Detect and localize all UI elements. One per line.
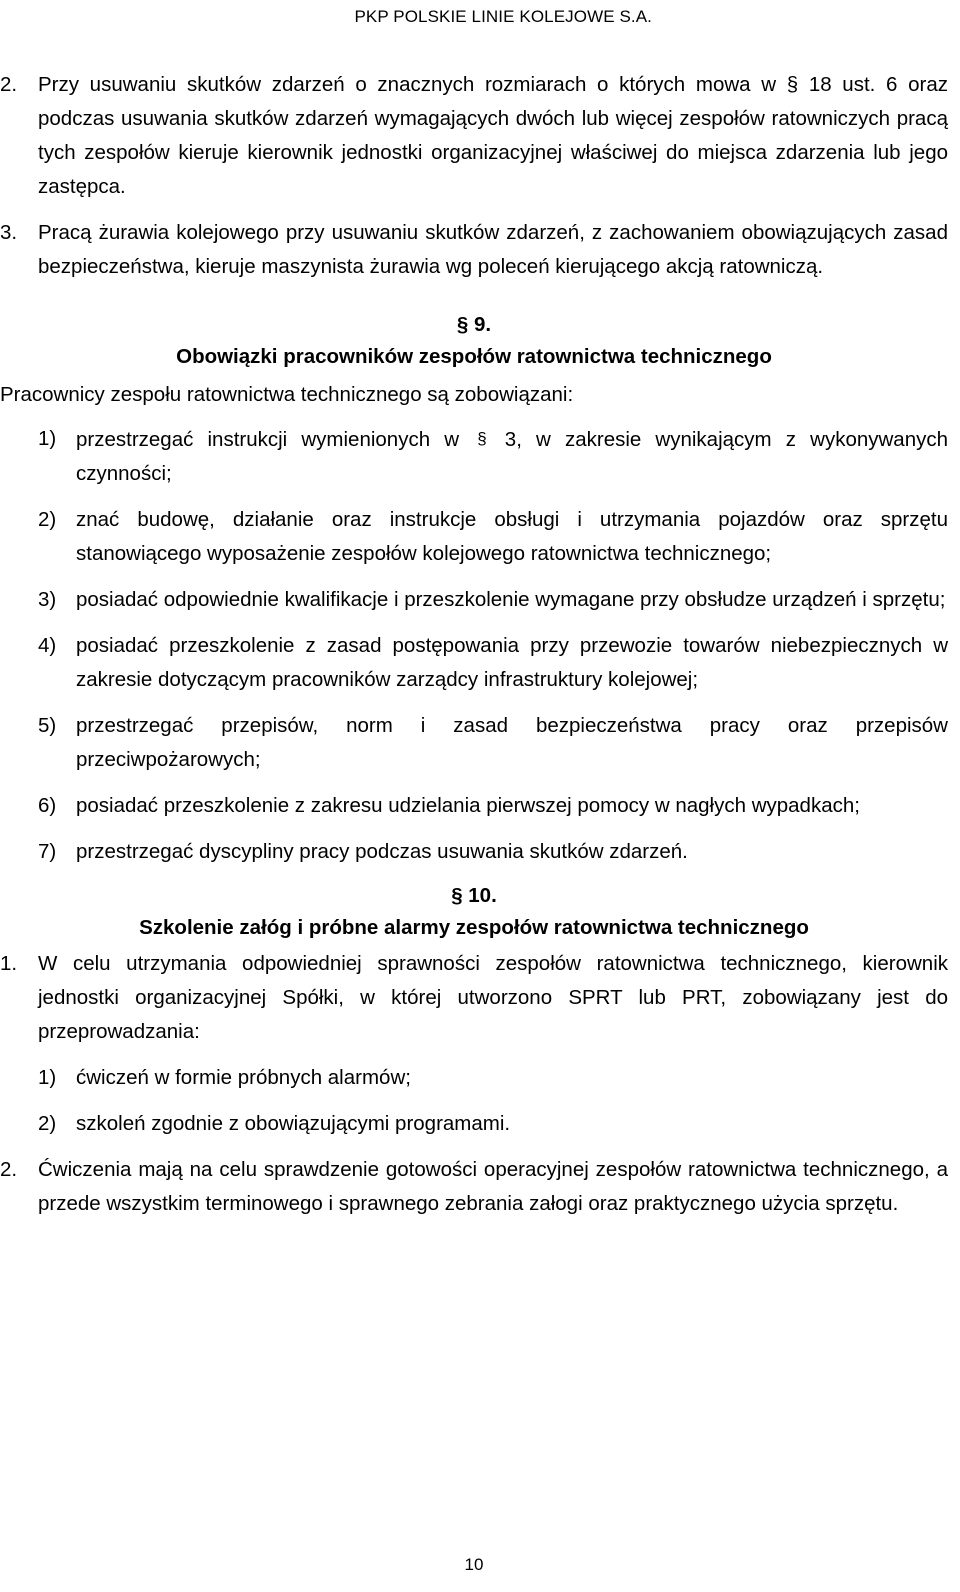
paragraph-text: Przy usuwaniu skutków zdarzeń o znacznych rozmiarach o których mowa w § 18 ust. 6 oraz podczas usuwania skutków zdarzeń wymagających dwóch lub więcej zespołów ratowniczych pracą tych zespołów kieruje kierownik jednostki organizacyjnej właściwej do miejsca zdarzenia lub jego zastępca. bbox=[38, 73, 948, 198]
list-item-text: znać budowę, działanie oraz instrukcje obsługi i utrzymania pojazdów oraz sprzętu stanowiącego wyposażenie zespołów kolejowego ratownictwa technicznego; bbox=[76, 508, 948, 565]
page-header: PKP POLSKIE LINIE KOLEJOWE S.A. bbox=[354, 7, 652, 26]
list-item bbox=[0, 789, 948, 823]
list-item-text: przestrzegać dyscypliny pracy podczas usuwania skutków zdarzeń. bbox=[76, 840, 688, 863]
list-item-text: posiadać przeszkolenie z zakresu udzielania pierwszej pomocy w nagłych wypadkach; bbox=[76, 794, 860, 817]
section-10-item-2 bbox=[0, 1153, 948, 1221]
list-item bbox=[0, 503, 948, 571]
list-item-text: posiadać odpowiednie kwalifikacje i przeszkolenie wymagane przy obsłudze urządzeń i sprzętu; bbox=[76, 588, 946, 611]
list-item-text: ćwiczeń w formie próbnych alarmów; bbox=[76, 1066, 411, 1089]
page-number: 10 bbox=[464, 1555, 484, 1574]
paragraph-2 bbox=[0, 68, 948, 204]
list-item-number: 3) bbox=[38, 588, 57, 611]
section-9-intro: Pracownicy zespołu ratownictwa technicznego są zobowiązani: bbox=[0, 383, 574, 406]
list-item bbox=[0, 422, 948, 491]
paragraph-text: W celu utrzymania odpowiedniej sprawności zespołów ratownictwa technicznego, kierownik jednostki organizacyjnej Spółki, w której utworzono SPRT lub PRT, zobowiązany jest do przeprowadzania: bbox=[38, 952, 948, 1043]
list-item-text: przestrzegać instrukcji wymienionych w bbox=[76, 428, 460, 451]
list-item-number: 4) bbox=[38, 634, 57, 657]
paragraph-3 bbox=[0, 216, 948, 284]
list-item-text: szkoleń zgodnie z obowiązującymi programami. bbox=[76, 1112, 511, 1135]
list-item bbox=[0, 835, 948, 869]
list-item-text: przestrzegać przepisów, norm i zasad bezpieczeństwa pracy oraz przepisów przeciwpożarowych; bbox=[76, 714, 948, 771]
section-10-number: § 10. bbox=[451, 884, 497, 907]
list-item-number: 2) bbox=[38, 1112, 57, 1135]
paragraph-number: 2. bbox=[0, 1158, 18, 1181]
paragraph-text: Ćwiczenia mają na celu sprawdzenie gotowości operacyjnej zespołów ratownictwa technicznego, a przede wszystkim terminowego i sprawnego zebrania załogi oraz praktycznego użycia sprzętu. bbox=[38, 1158, 948, 1215]
section-10-item-1 bbox=[0, 947, 948, 1049]
list-item-number: 1) bbox=[38, 427, 57, 450]
paragraph-number: 3. bbox=[0, 221, 18, 244]
list-item-number: 2) bbox=[38, 508, 57, 531]
list-item-number: 1) bbox=[38, 1066, 57, 1089]
paragraph-number: 1. bbox=[0, 952, 18, 975]
duties-list bbox=[0, 422, 948, 869]
section-10-title: Szkolenie załóg i próbne alarmy zespołów ratownictwa technicznego bbox=[139, 916, 809, 939]
list-item bbox=[0, 709, 948, 777]
list-item-number: 5) bbox=[38, 714, 57, 737]
paragraph-text: Pracą żurawia kolejowego przy usuwaniu skutków zdarzeń, z zachowaniem obowiązujących zasad bezpieczeństwa, kieruje maszynista żurawia wg poleceń kierującego akcją ratowniczą. bbox=[38, 221, 948, 278]
section-9-number: § 9. bbox=[456, 313, 492, 336]
list-item bbox=[0, 629, 948, 697]
paragraph-number: 2. bbox=[0, 73, 18, 96]
list-item bbox=[0, 583, 948, 617]
list-item-number: 7) bbox=[38, 840, 57, 863]
list-item bbox=[0, 1061, 948, 1095]
list-item-number: 6) bbox=[38, 794, 57, 817]
list-item bbox=[0, 1107, 948, 1141]
list-item-text: posiadać przeszkolenie z zasad postępowania przy przewozie towarów niebezpiecznych w zakresie dotyczącym pracowników zarządcy infrastruktury kolejowej; bbox=[76, 634, 948, 691]
list-item-text: 3, w zakresie wynikającym z wykonywanych czynności; bbox=[76, 428, 948, 485]
section-sign: § bbox=[477, 429, 487, 448]
document-body bbox=[0, 68, 948, 1233]
section-9-title: Obowiązki pracowników zespołów ratownictwa technicznego bbox=[176, 345, 772, 368]
